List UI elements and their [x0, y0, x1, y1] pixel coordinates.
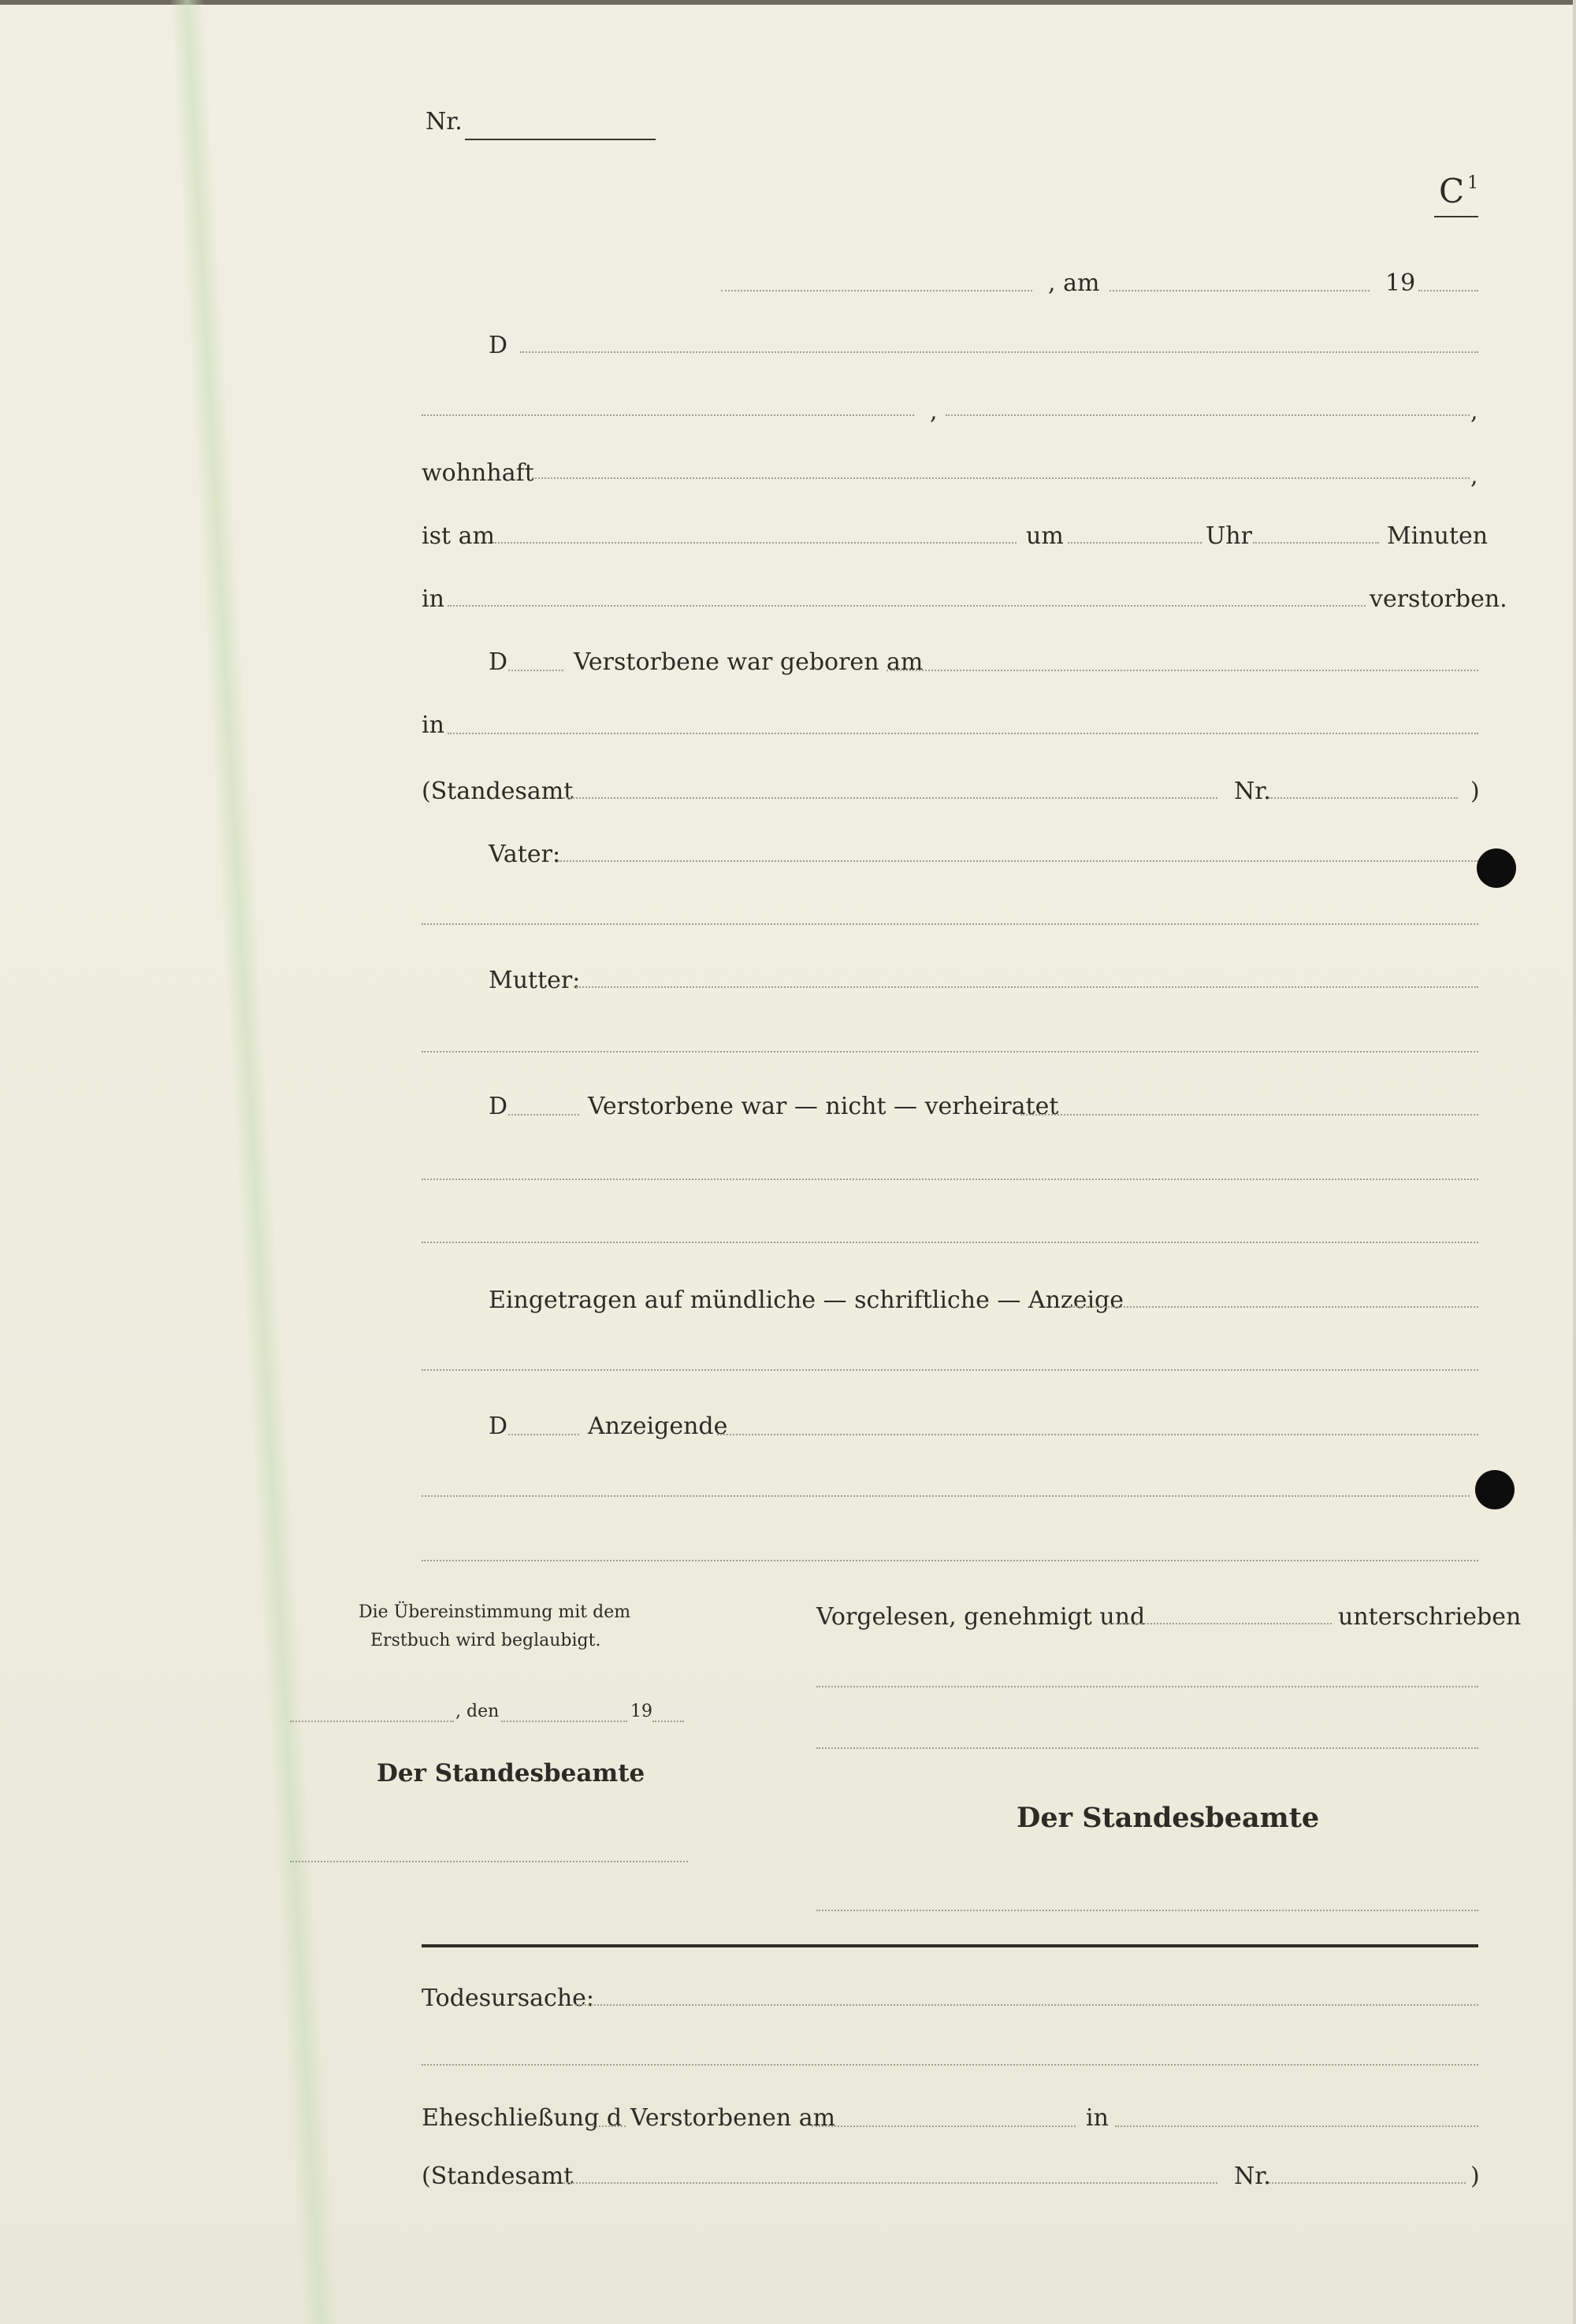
marriage-date-field[interactable] — [812, 2125, 1076, 2127]
marriage-registry-nr-field[interactable] — [1269, 2182, 1466, 2184]
hour-field[interactable] — [1068, 542, 1202, 544]
residence-field[interactable] — [532, 477, 1470, 479]
d-prefix-4: D — [489, 1413, 508, 1440]
in-label-2: in — [422, 711, 444, 739]
right-edge — [1573, 0, 1576, 2324]
marriage-article-field[interactable] — [593, 2125, 626, 2127]
section-divider — [422, 1944, 1478, 1947]
den-label: , den — [455, 1702, 500, 1721]
mother-field-1[interactable] — [574, 986, 1478, 988]
verstorbenen-am-label: Verstorbenen am — [630, 2104, 836, 2132]
verstorben-label: verstorben. — [1370, 585, 1507, 613]
nr-label-2: Nr. — [1234, 778, 1271, 805]
cert-date-field[interactable] — [501, 1721, 627, 1722]
article-field-2[interactable] — [508, 1114, 579, 1116]
informant-field-1[interactable] — [717, 1434, 1478, 1435]
cause-of-death-field-1[interactable] — [571, 2004, 1478, 2006]
eingetragen-label: Eingetragen auf mündliche — schriftliche — Anzeige — [489, 1286, 1124, 1314]
certification-line-2: Erstbuch wird beglaubigt. — [370, 1631, 601, 1650]
punch-hole-bottom — [1475, 1470, 1515, 1509]
vorgelesen-field[interactable] — [1107, 1623, 1332, 1624]
year-field[interactable] — [1418, 290, 1478, 291]
wohnhaft-label: wohnhaft — [422, 459, 534, 487]
nr-label-3: Nr. — [1234, 2163, 1271, 2190]
registry-office-field[interactable] — [563, 797, 1217, 799]
name-line-field-1[interactable] — [422, 414, 914, 416]
am-label: , am — [1048, 269, 1100, 297]
eheschliessung-label: Eheschließung d — [422, 2104, 623, 2132]
unterschrieben-label: unterschrieben — [1338, 1603, 1522, 1631]
father-field-2[interactable] — [422, 923, 1478, 925]
name-line-field-2[interactable] — [946, 414, 1470, 416]
article-field-3[interactable] — [508, 1434, 579, 1435]
minute-field[interactable] — [1253, 542, 1379, 544]
d-prefix-3: D — [489, 1093, 508, 1120]
ist-am-label: ist am — [422, 522, 495, 550]
marriage-registry-field[interactable] — [563, 2182, 1217, 2184]
signatory-field-1[interactable] — [816, 1686, 1478, 1687]
cert-place-field[interactable] — [290, 1721, 454, 1722]
death-date-field[interactable] — [492, 542, 1017, 544]
place-field[interactable] — [721, 290, 1032, 291]
cert-signature-field[interactable] — [290, 1861, 688, 1862]
todesursache-label: Todesursache: — [422, 1984, 595, 2012]
cert-official-label: Der Standesbeamte — [377, 1759, 645, 1788]
nr-label: Nr. — [426, 108, 463, 136]
form-code: C $^1$ — [1439, 172, 1479, 210]
nr-field[interactable] — [465, 139, 656, 140]
informant-field-3[interactable] — [422, 1560, 1478, 1561]
form-code-underline — [1434, 216, 1478, 217]
signatory-field-2[interactable] — [816, 1747, 1478, 1749]
geboren-label: Verstorbene war geboren am — [574, 648, 924, 676]
comma-3: , — [1470, 462, 1478, 490]
top-edge-shadow — [0, 0, 1576, 5]
informant-field-2[interactable] — [422, 1495, 1470, 1497]
standesamt-label: (Standesamt — [422, 778, 574, 805]
official-signature-field[interactable] — [816, 1910, 1478, 1911]
close-paren-1: ) — [1470, 778, 1480, 805]
in-label-1: in — [422, 585, 444, 613]
year-19-label: 19 — [1385, 269, 1416, 297]
cert-year-label: 19 — [630, 1702, 652, 1721]
death-place-field[interactable] — [448, 605, 1366, 607]
green-discoloration-band — [169, 0, 338, 2324]
report-field-1[interactable] — [1068, 1306, 1478, 1308]
comma-1: , — [930, 398, 938, 425]
vater-label: Vater: — [489, 841, 561, 868]
cause-of-death-field-2[interactable] — [422, 2064, 1478, 2066]
marriage-place-field[interactable] — [1115, 2125, 1478, 2127]
d-prefix-2: D — [489, 648, 508, 676]
d-prefix: D — [489, 332, 508, 359]
verheiratet-label: Verstorbene war — nicht — verheiratet — [588, 1093, 1059, 1120]
birth-place-field[interactable] — [448, 733, 1478, 734]
marital-field-3[interactable] — [422, 1242, 1478, 1243]
comma-2: , — [1470, 398, 1478, 425]
marital-field-2[interactable] — [422, 1179, 1478, 1180]
vorgelesen-label: Vorgelesen, genehmigt und — [816, 1603, 1146, 1631]
report-field-2[interactable] — [422, 1369, 1478, 1371]
anzeigende-label: Anzeigende — [588, 1413, 728, 1440]
article-field-1[interactable] — [508, 670, 563, 671]
uhr-label: Uhr — [1206, 522, 1252, 550]
mother-field-2[interactable] — [422, 1051, 1478, 1052]
registry-nr-field[interactable] — [1269, 797, 1458, 799]
birth-date-field[interactable] — [886, 670, 1478, 671]
minuten-label: Minuten — [1387, 522, 1489, 550]
father-field-1[interactable] — [558, 860, 1478, 862]
standesamt-label-2: (Standesamt — [422, 2163, 574, 2190]
cert-year-field[interactable] — [652, 1721, 684, 1722]
date-field[interactable] — [1110, 290, 1370, 291]
mutter-label: Mutter: — [489, 967, 581, 994]
punch-hole-top — [1477, 848, 1516, 888]
deceased-name-field[interactable] — [520, 351, 1478, 353]
official-label: Der Standesbeamte — [1017, 1802, 1320, 1834]
close-paren-2: ) — [1470, 2163, 1480, 2190]
um-label: um — [1026, 522, 1064, 550]
in-label-3: in — [1086, 2104, 1109, 2132]
marital-field-1[interactable] — [1020, 1114, 1478, 1116]
certification-line-1: Die Übereinstimmung mit dem — [359, 1602, 631, 1622]
